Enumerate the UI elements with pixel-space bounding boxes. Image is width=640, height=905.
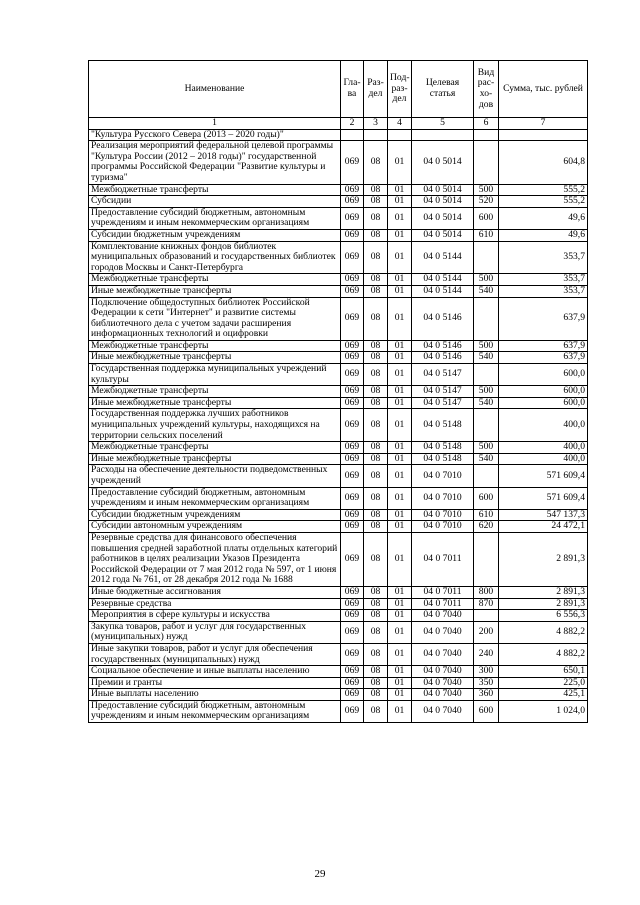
row-glava: 069: [341, 285, 364, 297]
row-glava: 069: [341, 297, 364, 340]
row-target: 04 0 5146: [412, 297, 474, 340]
row-name: Межбюджетные трансферты: [89, 340, 341, 352]
row-sum: 2 891,3: [499, 586, 588, 598]
row-razdel: 08: [364, 241, 388, 274]
table-row: [89, 586, 588, 598]
row-glava: 069: [341, 386, 364, 398]
row-podrazdel: 01: [388, 409, 412, 442]
index-cell: 3: [364, 118, 388, 130]
row-vid: 610: [474, 509, 499, 521]
table-row: [89, 141, 588, 184]
table-row: [89, 610, 588, 622]
row-name: Закупка товаров, работ и услуг для государственных (муниципальных) нужд: [89, 621, 341, 643]
row-target: 04 0 7040: [412, 666, 474, 678]
row-razdel: 08: [364, 297, 388, 340]
row-sum: 225,0: [499, 677, 588, 689]
row-name: Государственная поддержка лучших работников муниципальных учреждений культуры, находящихся на территории сельских поселений: [89, 409, 341, 442]
index-cell: 5: [412, 118, 474, 130]
row-razdel: 08: [364, 274, 388, 286]
row-target: 04 0 7040: [412, 677, 474, 689]
row-glava: 069: [341, 586, 364, 598]
header-vid: Вид рас-хо-дов: [474, 61, 499, 118]
row-glava: 069: [341, 397, 364, 409]
row-sum: 571 609,4: [499, 465, 588, 487]
row-target: 04 0 5147: [412, 386, 474, 398]
row-target: 04 0 5147: [412, 364, 474, 386]
row-podrazdel: 01: [388, 487, 412, 509]
row-vid: 600: [474, 487, 499, 509]
row-glava: 069: [341, 207, 364, 229]
row-vid: [474, 241, 499, 274]
row-name: Государственная поддержка муниципальных учреждений культуры: [89, 364, 341, 386]
row-podrazdel: 01: [388, 610, 412, 622]
row-sum: 600,0: [499, 364, 588, 386]
row-sum: 555,2: [499, 184, 588, 196]
row-razdel: 08: [364, 700, 388, 722]
row-razdel: 08: [364, 689, 388, 701]
row-target: 04 0 5144: [412, 241, 474, 274]
row-vid: 500: [474, 274, 499, 286]
row-podrazdel: 01: [388, 621, 412, 643]
row-sum: 637,9: [499, 340, 588, 352]
header-razdel: Раз-дел: [364, 61, 388, 118]
table-row: [89, 386, 588, 398]
row-vid: 540: [474, 453, 499, 465]
header-row: [89, 61, 588, 118]
row-podrazdel: 01: [388, 465, 412, 487]
row-sum: 353,7: [499, 241, 588, 274]
row-name: Межбюджетные трансферты: [89, 184, 341, 196]
row-razdel: 08: [364, 409, 388, 442]
row-razdel: 08: [364, 196, 388, 208]
row-target: 04 0 5148: [412, 442, 474, 454]
row-name: Субсидии: [89, 196, 341, 208]
row-vid: [474, 364, 499, 386]
row-vid: 500: [474, 442, 499, 454]
row-target: 04 0 5146: [412, 340, 474, 352]
row-podrazdel: 01: [388, 509, 412, 521]
row-vid: 870: [474, 598, 499, 610]
row-sum: 600,0: [499, 397, 588, 409]
row-glava: 069: [341, 442, 364, 454]
row-razdel: 08: [364, 442, 388, 454]
row-vid: 600: [474, 700, 499, 722]
row-glava: 069: [341, 610, 364, 622]
row-podrazdel: 01: [388, 352, 412, 364]
row-target: 04 0 5147: [412, 397, 474, 409]
row-glava: 069: [341, 453, 364, 465]
table-row: [89, 532, 588, 586]
row-sum: 4 882,2: [499, 621, 588, 643]
row-target: 04 0 7010: [412, 465, 474, 487]
row-target: 04 0 5148: [412, 409, 474, 442]
row-razdel: 08: [364, 666, 388, 678]
row-name: Предоставление субсидий бюджетным, автономным учреждениям и иным некоммерческим организациям: [89, 700, 341, 722]
row-razdel: 08: [364, 184, 388, 196]
row-glava: 069: [341, 241, 364, 274]
row-razdel: 08: [364, 487, 388, 509]
row-vid: 620: [474, 521, 499, 533]
row-razdel: 08: [364, 677, 388, 689]
row-vid: 540: [474, 352, 499, 364]
row-name: Иные выплаты населению: [89, 689, 341, 701]
row-target: 04 0 5014: [412, 196, 474, 208]
row-target: 04 0 7010: [412, 487, 474, 509]
row-sum: 400,0: [499, 442, 588, 454]
row-name: Межбюджетные трансферты: [89, 442, 341, 454]
row-name: Иные межбюджетные трансферты: [89, 397, 341, 409]
index-cell: 6: [474, 118, 499, 130]
table-row: [89, 700, 588, 722]
table-row: [89, 184, 588, 196]
row-target: 04 0 7010: [412, 509, 474, 521]
index-row: [89, 118, 588, 130]
row-glava: 069: [341, 364, 364, 386]
row-razdel: 08: [364, 207, 388, 229]
row-sum: 353,7: [499, 285, 588, 297]
table-row: [89, 643, 588, 665]
row-podrazdel: 01: [388, 274, 412, 286]
row-vid: 540: [474, 285, 499, 297]
row-name: Межбюджетные трансферты: [89, 274, 341, 286]
header-name: Наименование: [89, 61, 341, 118]
table-row: [89, 274, 588, 286]
row-name: Комплектование книжных фондов библиотек муниципальных образований и государственных библиотек городов Москвы и Санкт-Петербурга: [89, 241, 341, 274]
row-sum: 571 609,4: [499, 487, 588, 509]
row-glava: 069: [341, 409, 364, 442]
table-row: [89, 229, 588, 241]
header-podrazdel: Под-раз-дел: [388, 61, 412, 118]
table-row: [89, 453, 588, 465]
row-vid: 350: [474, 677, 499, 689]
row-sum: 650,1: [499, 666, 588, 678]
row-name: Мероприятия в сфере культуры и искусства: [89, 610, 341, 622]
row-name: Социальное обеспечение и иные выплаты населению: [89, 666, 341, 678]
row-glava: 069: [341, 487, 364, 509]
row-target: 04 0 7040: [412, 621, 474, 643]
row-podrazdel: 01: [388, 297, 412, 340]
row-glava: 069: [341, 509, 364, 521]
row-vid: 520: [474, 196, 499, 208]
row-razdel: 08: [364, 352, 388, 364]
header-sum: Сумма, тыс. рублей: [499, 61, 588, 118]
row-podrazdel: 01: [388, 643, 412, 665]
table-row: [89, 340, 588, 352]
row-sum: 604,8: [499, 141, 588, 184]
row-glava: 069: [341, 521, 364, 533]
row-podrazdel: 01: [388, 386, 412, 398]
row-razdel: 08: [364, 285, 388, 297]
row-podrazdel: 01: [388, 184, 412, 196]
row-razdel: 08: [364, 465, 388, 487]
index-cell: 1: [89, 118, 341, 130]
row-vid: 500: [474, 184, 499, 196]
table-row: [89, 621, 588, 643]
table-row: [89, 521, 588, 533]
budget-table: [88, 60, 588, 723]
row-podrazdel: 01: [388, 453, 412, 465]
row-sum: 1 024,0: [499, 700, 588, 722]
table-row: [89, 207, 588, 229]
row-podrazdel: 01: [388, 521, 412, 533]
table-row: [89, 677, 588, 689]
row-razdel: 08: [364, 364, 388, 386]
row-name: Расходы на обеспечение деятельности подведомственных учреждений: [89, 465, 341, 487]
row-vid: [474, 465, 499, 487]
row-podrazdel: 01: [388, 141, 412, 184]
row-sum: 4 882,2: [499, 643, 588, 665]
row-glava: 069: [341, 666, 364, 678]
row-podrazdel: 01: [388, 598, 412, 610]
index-cell: 7: [499, 118, 588, 130]
section-title-row: [89, 129, 588, 141]
row-vid: [474, 409, 499, 442]
row-target: 04 0 5148: [412, 453, 474, 465]
row-target: 04 0 5014: [412, 141, 474, 184]
row-razdel: 08: [364, 397, 388, 409]
row-name: Премии и гранты: [89, 677, 341, 689]
table-row: [89, 364, 588, 386]
row-name: Иные закупки товаров, работ и услуг для обеспечения государственных (муниципальных) нужд: [89, 643, 341, 665]
row-glava: 069: [341, 532, 364, 586]
row-name: Межбюджетные трансферты: [89, 386, 341, 398]
row-razdel: 08: [364, 532, 388, 586]
row-podrazdel: 01: [388, 397, 412, 409]
row-vid: 500: [474, 340, 499, 352]
row-sum: 49,6: [499, 207, 588, 229]
row-razdel: 08: [364, 509, 388, 521]
row-sum: 425,1: [499, 689, 588, 701]
page-number: 29: [314, 868, 326, 880]
header-glava: Гла-ва: [341, 61, 364, 118]
row-razdel: 08: [364, 610, 388, 622]
row-name: Резервные средства: [89, 598, 341, 610]
row-glava: 069: [341, 229, 364, 241]
table-row: [89, 196, 588, 208]
row-vid: 800: [474, 586, 499, 598]
row-target: 04 0 5146: [412, 352, 474, 364]
table-row: [89, 689, 588, 701]
row-razdel: 08: [364, 586, 388, 598]
table-row: [89, 666, 588, 678]
row-sum: 637,9: [499, 297, 588, 340]
row-name: Субсидии автономным учреждениям: [89, 521, 341, 533]
row-razdel: 08: [364, 521, 388, 533]
row-glava: 069: [341, 677, 364, 689]
row-glava: 069: [341, 352, 364, 364]
row-sum: 353,7: [499, 274, 588, 286]
index-cell: 4: [388, 118, 412, 130]
row-target: 04 0 7011: [412, 586, 474, 598]
row-sum: 24 472,1: [499, 521, 588, 533]
row-name: Резервные средства для финансового обеспечения повышения средней заработной платы отдельных категорий работников в целях реализации Указов Президента Российской Федерации от 7 мая 2012 года № 597, от 1 июня 2012 года № 761, от 28 декабря 2012 года № 1688: [89, 532, 341, 586]
row-glava: 069: [341, 196, 364, 208]
row-name: Субсидии бюджетным учреждениям: [89, 229, 341, 241]
row-razdel: 08: [364, 229, 388, 241]
row-glava: 069: [341, 621, 364, 643]
row-glava: 069: [341, 700, 364, 722]
table-row: [89, 285, 588, 297]
row-glava: 069: [341, 465, 364, 487]
table-row: [89, 241, 588, 274]
row-sum: 49,6: [499, 229, 588, 241]
row-podrazdel: 01: [388, 340, 412, 352]
row-glava: 069: [341, 598, 364, 610]
row-target: 04 0 5144: [412, 274, 474, 286]
row-podrazdel: 01: [388, 285, 412, 297]
table-row: [89, 487, 588, 509]
row-name: Иные межбюджетные трансферты: [89, 352, 341, 364]
row-podrazdel: 01: [388, 532, 412, 586]
row-name: Реализация мероприятий федеральной целевой программы "Культура России (2012 – 2018 годы)" государственной программы Российской Федерации "Развитие культуры и туризма": [89, 141, 341, 184]
table-row: [89, 352, 588, 364]
row-sum: 555,2: [499, 196, 588, 208]
row-name: Предоставление субсидий бюджетным, автономным учреждениям и иным некоммерческим организациям: [89, 207, 341, 229]
row-glava: 069: [341, 141, 364, 184]
row-razdel: 08: [364, 386, 388, 398]
row-name: Предоставление субсидий бюджетным, автономным учреждениям и иным некоммерческим организациям: [89, 487, 341, 509]
row-vid: 540: [474, 397, 499, 409]
row-vid: 240: [474, 643, 499, 665]
row-podrazdel: 01: [388, 207, 412, 229]
row-vid: 200: [474, 621, 499, 643]
row-target: 04 0 5144: [412, 285, 474, 297]
row-podrazdel: 01: [388, 700, 412, 722]
row-podrazdel: 01: [388, 666, 412, 678]
row-vid: 610: [474, 229, 499, 241]
row-podrazdel: 01: [388, 586, 412, 598]
row-sum: 400,0: [499, 409, 588, 442]
row-podrazdel: 01: [388, 196, 412, 208]
row-vid: 360: [474, 689, 499, 701]
row-name: Иные межбюджетные трансферты: [89, 453, 341, 465]
row-name: Иные межбюджетные трансферты: [89, 285, 341, 297]
section-title: "Культура Русского Севера (2013 – 2020 годы)": [89, 129, 341, 141]
row-name: Иные бюджетные ассигнования: [89, 586, 341, 598]
table-row: [89, 409, 588, 442]
row-razdel: 08: [364, 141, 388, 184]
row-vid: [474, 297, 499, 340]
row-sum: 6 556,3: [499, 610, 588, 622]
table-row: [89, 397, 588, 409]
row-razdel: 08: [364, 621, 388, 643]
table-row: [89, 598, 588, 610]
row-sum: 2 891,3: [499, 532, 588, 586]
row-sum: 637,9: [499, 352, 588, 364]
row-podrazdel: 01: [388, 241, 412, 274]
table-body: [89, 129, 588, 722]
table-row: [89, 465, 588, 487]
row-target: 04 0 7040: [412, 700, 474, 722]
row-target: 04 0 5014: [412, 184, 474, 196]
row-podrazdel: 01: [388, 442, 412, 454]
row-glava: 069: [341, 643, 364, 665]
row-razdel: 08: [364, 598, 388, 610]
row-vid: [474, 532, 499, 586]
row-vid: 500: [474, 386, 499, 398]
row-podrazdel: 01: [388, 229, 412, 241]
row-glava: 069: [341, 689, 364, 701]
row-name: Субсидии бюджетным учреждениям: [89, 509, 341, 521]
index-cell: 2: [341, 118, 364, 130]
row-target: 04 0 5014: [412, 229, 474, 241]
row-podrazdel: 01: [388, 689, 412, 701]
row-vid: 600: [474, 207, 499, 229]
table-row: [89, 442, 588, 454]
row-vid: [474, 610, 499, 622]
table-row: [89, 297, 588, 340]
row-target: 04 0 7011: [412, 598, 474, 610]
row-razdel: 08: [364, 453, 388, 465]
row-target: 04 0 7040: [412, 689, 474, 701]
row-podrazdel: 01: [388, 677, 412, 689]
row-sum: 547 137,3: [499, 509, 588, 521]
row-target: 04 0 7040: [412, 643, 474, 665]
row-vid: [474, 141, 499, 184]
row-target: 04 0 5014: [412, 207, 474, 229]
row-glava: 069: [341, 340, 364, 352]
row-sum: 2 891,3: [499, 598, 588, 610]
row-target: 04 0 7040: [412, 610, 474, 622]
row-glava: 069: [341, 184, 364, 196]
row-razdel: 08: [364, 340, 388, 352]
row-glava: 069: [341, 274, 364, 286]
row-vid: 300: [474, 666, 499, 678]
header-target: Целевая статья: [412, 61, 474, 118]
row-sum: 600,0: [499, 386, 588, 398]
table-row: [89, 509, 588, 521]
row-target: 04 0 7011: [412, 532, 474, 586]
row-target: 04 0 7010: [412, 521, 474, 533]
row-sum: 400,0: [499, 453, 588, 465]
row-name: Подключение общедоступных библиотек Российской Федерации к сети "Интернет" и развитие системы библиотечного дела с учетом задачи расширения информационных технологий и оцифровки: [89, 297, 341, 340]
row-razdel: 08: [364, 643, 388, 665]
row-podrazdel: 01: [388, 364, 412, 386]
